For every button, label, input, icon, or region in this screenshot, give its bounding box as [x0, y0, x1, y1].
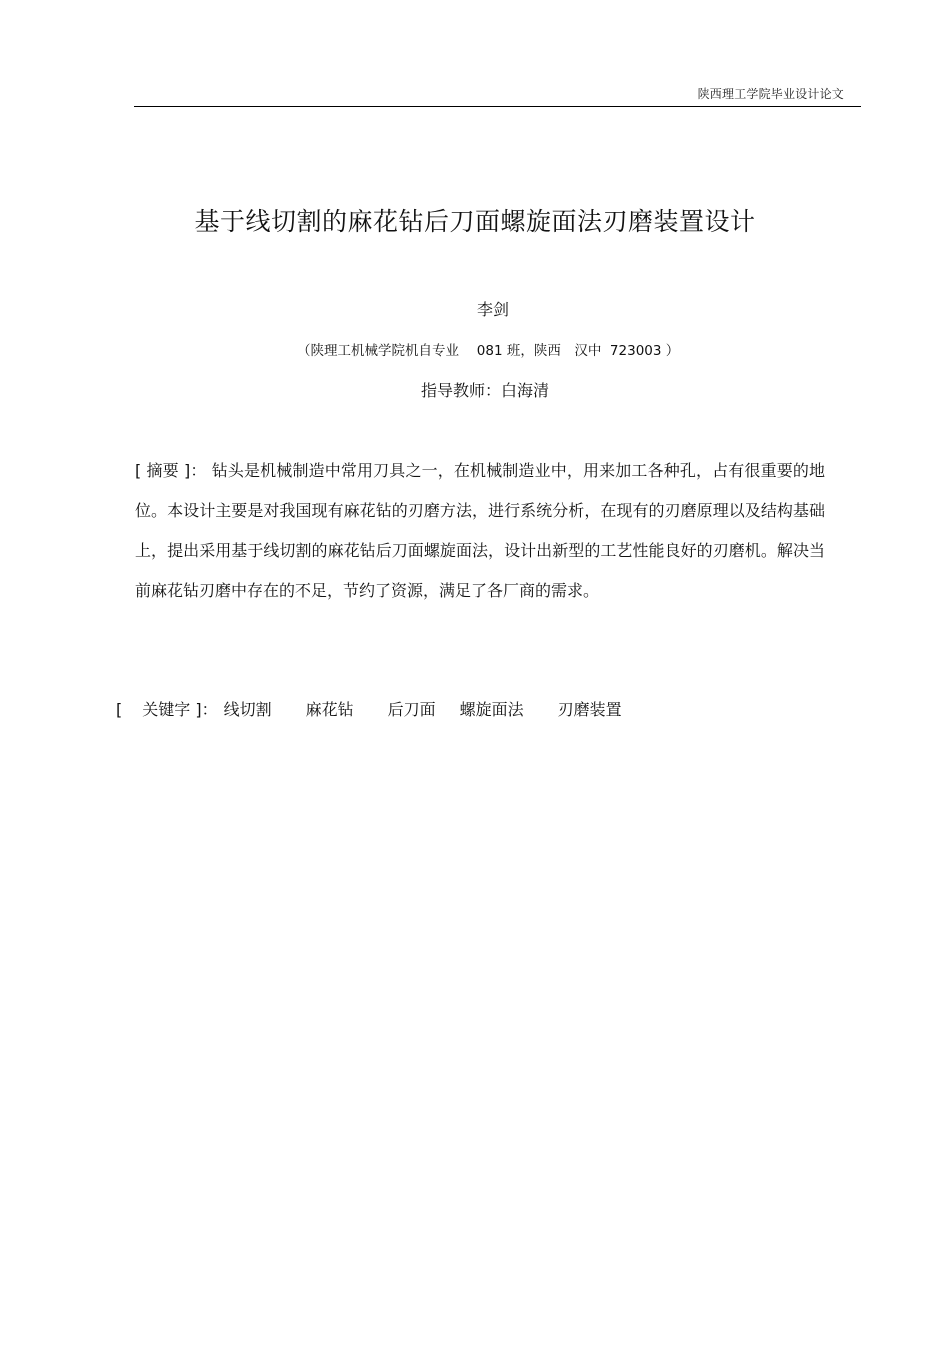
advisor: 指导教师：白海清: [421, 381, 550, 400]
paper-title: 基于线切割的麻花钻后刀面螺旋面法刃磨装置设计: [194, 207, 756, 236]
header-rule: [134, 106, 861, 107]
keyword-item: 螺旋面法: [459, 700, 524, 719]
keyword-item: 线切割: [223, 700, 272, 719]
keywords: [116, 697, 656, 720]
keyword-item: 麻花钻: [305, 700, 354, 719]
running-header: 陕西理工学院毕业设计论文: [697, 87, 844, 101]
abstract: [ 摘要 ]： 钻头是机械制造中常用刀具之一，在机械制造业中，用来加工各种孔，占有很重要的地位。本设计主要是对我国现有麻花钻的刃磨方法，进行系统分析，在现有的刃磨原理以及结构基础上，提出采用基于线切割的麻花钻后刀面螺旋面法，设计出新型的工艺性能良好的刃磨机。解决当前麻花钻刃磨中存在的不足，节约了资源，满足了各厂商的需求。: [135, 461, 825, 600]
keyword-item: 刃磨装置: [557, 700, 622, 719]
keywords-open-bracket: [: [116, 700, 123, 719]
keyword-item: 后刀面: [387, 700, 436, 719]
keywords-label: 关键字 ]：: [142, 700, 218, 719]
author-affiliation: （陕理工机械学院机自专业 081 班，陕西 汉中 723003 ）: [297, 343, 680, 359]
author-name: 李剑: [477, 300, 510, 319]
